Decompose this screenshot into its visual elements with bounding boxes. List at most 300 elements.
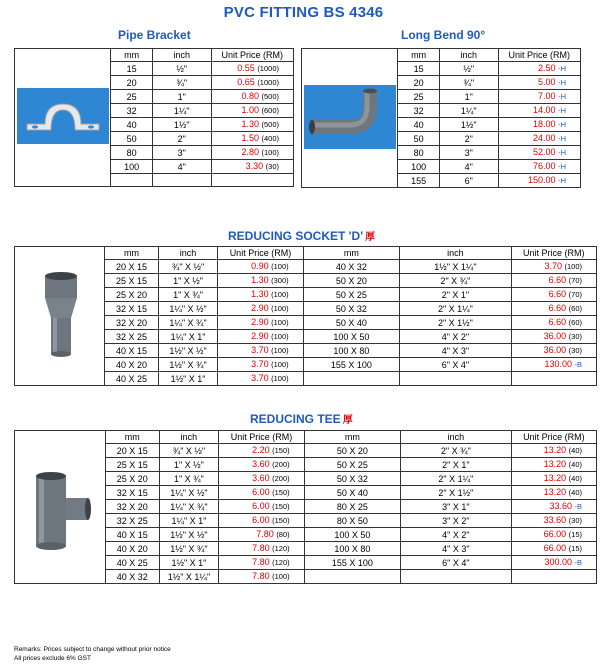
pack-quantity: (100) [272,572,290,581]
price-value: 0.80 [241,91,259,101]
price-value: 7.80 [256,529,274,539]
column-header-inch: inch [400,247,511,260]
size-mm: 50 X 32 [304,472,400,486]
pack-quantity: (120) [272,558,290,567]
pack-quantity: -B [574,502,582,511]
size-mm: 80 X 50 [304,514,400,528]
pack-quantity: (70) [568,290,582,299]
size-inch: 1¼" [152,104,211,118]
price-value: 1.30 [241,119,259,129]
size-inch: 1½" X 1" [158,372,218,386]
price-value: 2.20 [252,445,270,455]
size-inch [400,372,511,386]
price-value: 1.30 [251,275,269,285]
column-header-inch: inch [152,49,211,62]
price-value: 13.20 [543,487,567,497]
unit-price [211,146,293,160]
unit-price [498,76,580,90]
column-header-inch: inch [401,431,512,444]
size-inch: 2" X ¾" [400,274,511,288]
remarks-line: Remarks: Prices subject to change without prior notice [14,646,171,653]
pack-quantity: (600) [261,106,279,115]
size-inch: 6" X 4" [401,556,512,570]
unit-price [218,260,303,274]
column-header-price: Unit Price (RM) [498,49,580,62]
unit-price [219,444,304,458]
product-image [302,49,398,188]
size-inch: 2" X 1" [401,458,512,472]
size-inch: ½" [152,62,211,76]
pack-quantity: -H [558,92,566,101]
size-mm: 100 X 80 [304,542,400,556]
pack-quantity: (15) [568,530,582,539]
unit-price [218,316,303,330]
column-header-mm: mm [398,49,439,62]
unit-price [511,542,596,556]
price-value: 2.90 [251,331,269,341]
pack-quantity: -H [558,162,566,171]
unit-price [219,570,304,584]
pack-quantity: (1000) [257,64,279,73]
size-mm [304,570,400,584]
price-value: 6.00 [252,515,270,525]
unit-price [219,458,304,472]
size-mm [303,372,400,386]
size-mm: 20 X 15 [106,444,159,458]
price-value: 36.00 [543,345,567,355]
price-value: 6.60 [548,317,567,327]
unit-price [511,316,596,330]
unit-price [211,118,293,132]
price-value: 6.60 [548,289,567,299]
unit-price [511,458,596,472]
price-value: 3.70 [251,359,269,369]
pack-quantity: (60) [568,304,582,313]
unit-price [218,372,303,386]
unit-price [511,472,596,486]
pack-quantity: (100) [271,346,289,355]
pack-quantity: (100) [271,332,289,341]
size-mm: 40 [111,118,152,132]
product-image [15,431,106,584]
size-mm: 15 [398,62,439,76]
pack-quantity: (40) [568,460,582,469]
column-header-price: Unit Price (RM) [511,431,596,444]
long-bend-heading: Long Bend 90° [401,28,486,42]
unit-price [219,514,304,528]
size-mm: 40 X 15 [105,344,158,358]
pack-quantity: (60) [568,318,582,327]
price-value: 1.00 [241,105,259,115]
size-mm: 50 X 25 [304,458,400,472]
reducing-socket-image [25,260,95,370]
size-inch: 4" [439,160,498,174]
price-value: 7.00 [538,91,556,101]
product-image [15,247,105,386]
price-value: 6.60 [548,275,567,285]
price-value: 18.00 [533,119,556,129]
size-mm: 50 X 20 [303,274,400,288]
unit-price [511,514,596,528]
price-value: 2.90 [251,303,269,313]
size-mm: 50 X 40 [303,316,400,330]
size-mm: 80 [398,146,439,160]
reducing-socket-table [14,246,597,386]
size-inch: ¾" X ½" [158,260,218,274]
pack-quantity: (30) [265,162,279,171]
unit-price [219,486,304,500]
size-inch: 6" [439,174,498,188]
price-value: 0.90 [251,261,269,271]
pack-quantity: -B [574,360,582,369]
size-mm: 50 X 25 [303,288,400,302]
size-inch: 1" [152,90,211,104]
unit-price [218,288,303,302]
size-inch: 4" X 2" [400,330,511,344]
reducing-socket-heading: REDUCING SOCKET 'D' 厚 [228,229,376,243]
pack-quantity: (30) [568,346,582,355]
size-mm: 32 X 20 [105,316,158,330]
size-mm: 100 X 80 [303,344,400,358]
pack-quantity: (100) [271,374,289,383]
price-value: 0.65 [237,77,255,87]
pack-quantity: -H [558,120,566,129]
column-header-mm: mm [303,247,400,260]
price-value: 7.80 [252,571,270,581]
size-inch: 1½" X ¾" [159,542,219,556]
unit-price [219,472,304,486]
unit-price [211,160,293,174]
size-inch: 2" X 1¼" [400,302,511,316]
price-value: 66.00 [543,543,567,553]
size-mm: 20 [398,76,439,90]
size-mm: 100 X 50 [303,330,400,344]
pipe-bracket-heading: Pipe Bracket [118,28,191,42]
column-header-inch: inch [158,247,218,260]
pack-quantity: (500) [261,120,279,129]
unit-price [211,76,293,90]
size-mm: 25 [111,90,152,104]
size-inch: ½" [439,62,498,76]
size-mm: 32 X 25 [106,514,159,528]
size-inch: 1¼" X ½" [159,486,219,500]
size-mm: 50 [111,132,152,146]
size-inch: 6" X 4" [400,358,511,372]
pack-quantity: (150) [272,446,290,455]
price-value: 3.30 [245,161,264,171]
unit-price [211,132,293,146]
column-header-inch: inch [159,431,219,444]
unit-price [218,274,303,288]
long-bend-table [301,48,581,188]
unit-price [511,570,596,584]
size-mm: 50 X 32 [303,302,400,316]
size-inch: 1¼" X ¾" [159,500,219,514]
pack-quantity: (150) [272,502,290,511]
price-value: 76.00 [533,161,556,171]
price-value: 3.60 [252,473,270,483]
size-mm: 100 [398,160,439,174]
unit-price [218,330,303,344]
price-value: 13.20 [543,445,567,455]
price-value: 7.80 [252,557,270,567]
size-inch: 3" [439,146,498,160]
price-value: 2.90 [251,317,269,327]
size-inch: 4" [152,160,211,174]
unit-price [211,104,293,118]
size-mm: 40 X 32 [303,260,400,274]
size-inch: 3" X 2" [401,514,512,528]
size-mm: 32 [111,104,152,118]
size-mm: 80 [111,146,152,160]
unit-price [511,358,596,372]
unit-price [218,302,303,316]
pack-quantity: (40) [568,474,582,483]
price-value: 6.00 [252,487,270,497]
pack-quantity: (1000) [257,78,279,87]
size-inch: 2" X 1" [400,288,511,302]
product-image [15,49,111,187]
size-inch [152,174,211,187]
pack-quantity: (200) [272,474,290,483]
pack-quantity: (150) [272,488,290,497]
unit-price [511,372,596,386]
column-header-mm: mm [106,431,159,444]
price-value: 33.60 [549,501,572,511]
pack-quantity: (400) [261,134,279,143]
size-inch: 2" X 1½" [400,316,511,330]
size-inch: 4" X 3" [400,344,511,358]
size-mm: 20 [111,76,152,90]
price-value: 36.00 [543,331,567,341]
price-value: 6.60 [548,303,567,313]
pack-quantity: -B [574,558,582,567]
price-value: 2.50 [538,63,556,73]
unit-price [219,556,304,570]
size-inch: ¾" X ½" [159,444,219,458]
size-mm: 40 X 25 [105,372,158,386]
unit-price [511,556,596,570]
unit-price [511,528,596,542]
pack-quantity: (30) [568,332,582,341]
size-mm: 40 X 20 [105,358,158,372]
size-mm: 32 X 15 [105,302,158,316]
page-title: PVC FITTING BS 4346 [223,4,384,21]
pack-quantity: -H [558,78,566,87]
price-value: 14.00 [533,105,556,115]
pack-quantity: (40) [568,488,582,497]
size-inch: 1" X ¾" [158,288,218,302]
price-value: 13.20 [543,473,567,483]
price-value: 3.60 [252,459,270,469]
unit-price [211,174,293,187]
pack-quantity: (70) [568,276,582,285]
unit-price [498,146,580,160]
pack-quantity: (100) [271,360,289,369]
price-value: 3.70 [251,345,269,355]
size-inch: 2" [439,132,498,146]
reducing-tee-table [14,430,597,584]
column-header-price: Unit Price (RM) [211,49,293,62]
gst-note: All prices exclude 6% GST [14,655,91,662]
size-mm: 32 X 20 [106,500,159,514]
price-value: 1.30 [251,289,269,299]
price-value: 150.00 [528,175,556,185]
unit-price [511,330,596,344]
unit-price [511,274,596,288]
size-inch: 4" X 3" [401,542,512,556]
size-mm: 32 X 15 [106,486,159,500]
unit-price [511,486,596,500]
size-mm: 50 [398,132,439,146]
unit-price [498,132,580,146]
size-inch: 2" X ¾" [401,444,512,458]
unit-price [211,62,293,76]
size-inch: 1½" X ½" [158,344,218,358]
unit-price [218,344,303,358]
unit-price [511,302,596,316]
size-inch: 1½" X 1" [159,556,219,570]
size-mm: 155 X 100 [304,556,400,570]
price-value: 6.00 [252,501,270,511]
unit-price [511,260,596,274]
remarks [14,645,171,663]
size-inch: 2" X 1¼" [401,472,512,486]
size-inch: 1½" [439,118,498,132]
size-inch: 1½" X 1¼" [400,260,511,274]
size-inch: 1¼" X 1" [158,330,218,344]
unit-price [511,344,596,358]
size-inch: 2" X 1½" [401,486,512,500]
price-value: 3.70 [544,261,562,271]
price-value: 5.00 [538,77,556,87]
unit-price [498,104,580,118]
pack-quantity: (150) [272,516,290,525]
price-value: 24.00 [533,133,556,143]
unit-price [219,528,304,542]
pack-quantity: (120) [272,544,290,553]
unit-price [498,118,580,132]
size-mm: 32 [398,104,439,118]
size-mm: 155 X 100 [303,358,400,372]
pack-quantity: -H [558,134,566,143]
pack-quantity: -H [558,176,566,185]
column-header-price: Unit Price (RM) [219,431,304,444]
size-mm: 50 X 40 [304,486,400,500]
column-header-mm: mm [111,49,152,62]
unit-price [211,90,293,104]
column-header-price: Unit Price (RM) [218,247,303,260]
size-mm: 100 [111,160,152,174]
pack-quantity: -H [558,64,566,73]
size-mm: 100 X 50 [304,528,400,542]
size-inch: ¾" [152,76,211,90]
size-mm: 25 [398,90,439,104]
size-mm: 25 X 15 [106,458,159,472]
size-mm: 40 [398,118,439,132]
size-inch: 1½" X 1¼" [159,570,219,584]
size-mm: 15 [111,62,152,76]
column-header-inch: inch [439,49,498,62]
column-header-price: Unit Price (RM) [511,247,596,260]
size-inch: ¾" [439,76,498,90]
pack-quantity: (200) [272,460,290,469]
pack-quantity: -H [558,148,566,157]
size-inch: 1¼" X ½" [158,302,218,316]
size-inch [401,570,512,584]
size-inch: 1½" X ¾" [158,358,218,372]
pack-quantity: (30) [568,516,582,525]
size-mm: 25 X 15 [105,274,158,288]
unit-price [498,174,580,188]
size-mm: 40 X 25 [106,556,159,570]
size-inch: 1¼" X ¾" [158,316,218,330]
size-inch: 3" X 1" [401,500,512,514]
unit-price [511,288,596,302]
unit-price [511,500,596,514]
size-inch: 2" [152,132,211,146]
size-inch: 3" [152,146,211,160]
size-inch: 1¼" [439,104,498,118]
size-mm: 40 X 20 [106,542,159,556]
pack-quantity: (15) [568,544,582,553]
size-inch: 4" X 2" [401,528,512,542]
size-mm: 25 X 20 [105,288,158,302]
size-mm: 155 [398,174,439,188]
size-mm: 80 X 25 [304,500,400,514]
unit-price [219,542,304,556]
size-inch: 1½" X ½" [159,528,219,542]
size-inch: 1¼" X 1" [159,514,219,528]
unit-price [498,90,580,104]
size-inch: 1" X ½" [159,458,219,472]
pipe-bracket-image [17,88,109,144]
size-inch: 1½" [152,118,211,132]
size-inch: 1" [439,90,498,104]
price-value: 33.60 [543,515,567,525]
reducing-tee-heading: REDUCING TEE 厚 [250,412,353,426]
price-value: 1.50 [241,133,259,143]
size-mm: 40 X 32 [106,570,159,584]
column-header-mm: mm [105,247,158,260]
size-mm: 50 X 20 [304,444,400,458]
size-inch: 1" X ¾" [159,472,219,486]
unit-price [218,358,303,372]
size-mm: 40 X 15 [106,528,159,542]
price-value: 66.00 [543,529,567,539]
pack-quantity: (40) [568,446,582,455]
price-value: 7.80 [252,543,270,553]
price-value: 0.55 [237,63,255,73]
pack-quantity: (100) [271,318,289,327]
size-mm: 20 X 15 [105,260,158,274]
pack-quantity: (100) [564,262,582,271]
unit-price [498,62,580,76]
pack-quantity: (80) [276,530,290,539]
pack-quantity: (100) [271,304,289,313]
price-value: 52.00 [533,147,556,157]
pack-quantity: (100) [261,148,279,157]
price-value: 2.80 [241,147,259,157]
pipe-bracket-table [14,48,294,187]
column-header-mm: mm [304,431,400,444]
reducing-tee-image [20,446,100,566]
size-mm: 25 X 20 [106,472,159,486]
pack-quantity: (100) [271,262,289,271]
price-value: 13.20 [543,459,567,469]
long-bend-image [304,85,396,149]
pack-quantity: -H [558,106,566,115]
